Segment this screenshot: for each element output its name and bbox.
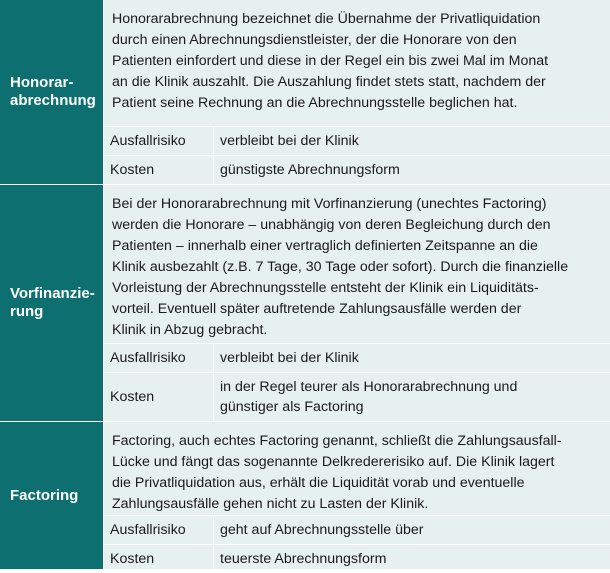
ausfallrisiko-value: verbleibt bei der Klinik bbox=[220, 350, 359, 366]
kosten-value: in der Regel teurer als Honorarabrechnung und günstiger als Factoring bbox=[220, 379, 518, 415]
ausfallrisiko-label: Ausfallrisiko bbox=[104, 344, 214, 372]
kosten-value: günstigste Abrechnungsform bbox=[220, 162, 400, 178]
row-description: Bei der Honorarabrechnung mit Vorfinanzierung (unechtes Factoring) werden die Honorare – unabhängig von deren Begleichung durch den Patienten – innerhalb einer vertraglich definierten Zeitspanne an die Klinik ausbezahlt (z.B. 7 Tage, 30 Tage oder sofort). Durch die finanzielle Vorleistung der Abrechnungsstelle entsteht der Klinik ein Liquiditäts- vorteil. Eventuell später auftretende Zahlungsausfälle werden der Klinik in Abzug gebracht. bbox=[112, 196, 569, 338]
kosten-label: Kosten bbox=[104, 545, 214, 573]
row-description: Honorarabrechnung bezeichnet die Übernahme der Privatliquidation durch einen Abrechnungsdienstleister, der die Honorare von den Patienten einfordert und diese in der Regel ein bis zwei Mal im Monat an die Klinik auszahlt. Die Auszahlung findet stets statt, nachdem der Patient seine Rechnung an die Abrechnungsstelle beglichen hat. bbox=[112, 11, 549, 111]
ausfallrisiko-value: geht auf Abrechnungsstelle über bbox=[220, 522, 424, 538]
row-title-vorfinanzierung: Vorfinanzie- rung bbox=[0, 185, 103, 422]
ausfallrisiko-row bbox=[104, 343, 610, 372]
row-description: Factoring, auch echtes Factoring genannt, schließt die Zahlungsausfall- Lücke und fängt das sogenannte Delkredererisiko auf. Die Klinik lagert die Privatliquidation aus, erhält die Liquidität vorab und eventuelle Zahlungsausfälle gehen nicht zu Lasten der Klinik. bbox=[112, 433, 562, 512]
ausfallrisiko-row bbox=[104, 126, 610, 155]
ausfallrisiko-value: verbleibt bei der Klinik bbox=[220, 133, 359, 149]
ausfallrisiko-label: Ausfallrisiko bbox=[104, 127, 214, 155]
kosten-row bbox=[104, 155, 610, 184]
kosten-label: Kosten bbox=[104, 156, 214, 184]
row-content-vorfinanzierung bbox=[103, 185, 610, 422]
kosten-value: teuerste Abrechnungsform bbox=[220, 551, 387, 567]
kosten-row bbox=[104, 372, 610, 421]
ausfallrisiko-row bbox=[104, 515, 610, 544]
row-content-honorarabrechnung bbox=[103, 0, 610, 185]
row-title-honorarabrechnung: Honorar- abrechnung bbox=[0, 0, 103, 185]
row-title-factoring: Factoring bbox=[0, 422, 103, 569]
ausfallrisiko-label: Ausfallrisiko bbox=[104, 516, 214, 544]
row-content-factoring bbox=[103, 422, 610, 569]
kosten-label: Kosten bbox=[104, 373, 214, 421]
